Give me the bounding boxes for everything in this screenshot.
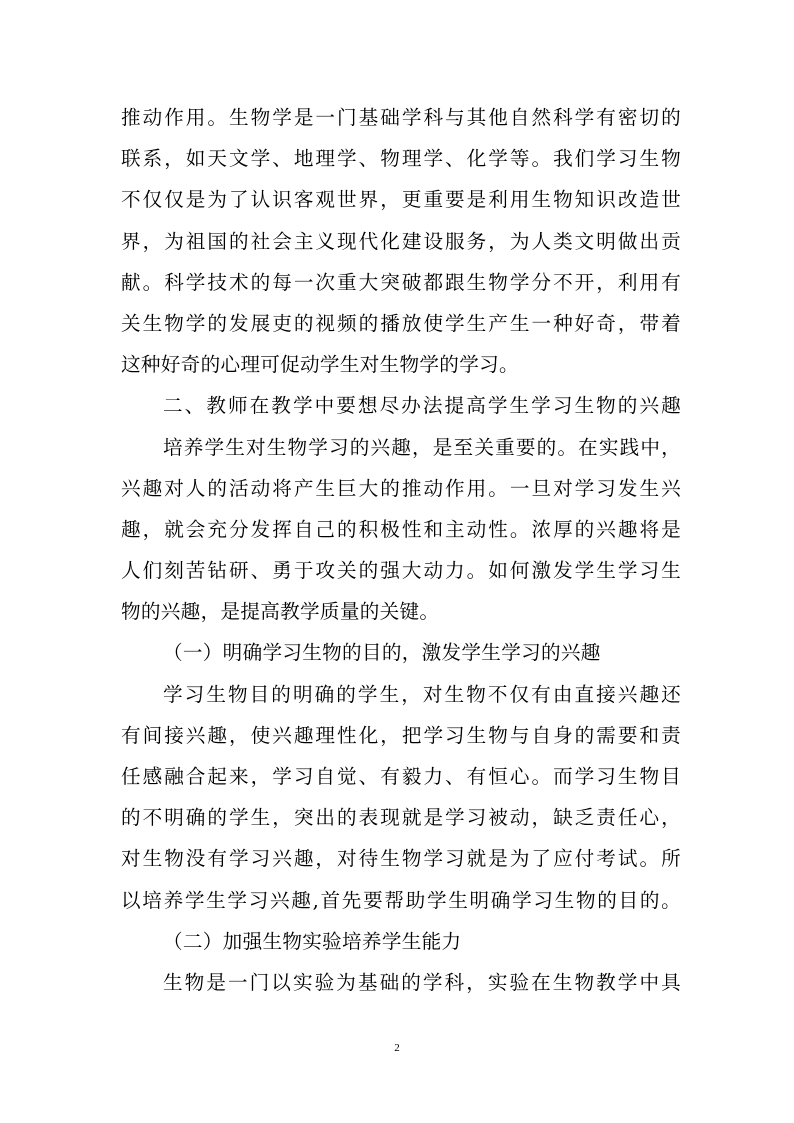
text-line: 人们刻苦钻研、勇于攻关的强大动力。如何激发学生学习生 — [121, 559, 681, 583]
text-line: 培养学生对生物学习的兴趣，是至关重要的。在实践中， — [163, 435, 681, 459]
text-line: 这种好奇的心理可促动学生对生物学的学习。 — [121, 353, 519, 377]
page-number: 2 — [394, 1042, 400, 1054]
text-line: 二、教师在教学中要想尽办法提高学生学习生物的兴趣 — [163, 394, 681, 418]
text-line: （一）明确学习生物的目的，激发学生学习的兴趣 — [163, 641, 601, 665]
text-line: 推动作用。生物学是一门基础学科与其他自然科学有密切的 — [121, 106, 681, 129]
text-line: 献。科学技术的每一次重大突破都跟生物学分不开，利用有 — [121, 270, 681, 294]
text-line: 生物是一门以实验为基础的学科，实验在生物教学中具 — [163, 970, 681, 994]
text-line: 界，为祖国的社会主义现代化建设服务，为人类文明做出贡 — [121, 229, 681, 253]
text-line: 趣，就会充分发挥自己的积极性和主动性。浓厚的兴趣将是 — [121, 517, 681, 541]
text-line: 以培养学生学习兴趣,首先要帮助学生明确学习生物的目的。 — [121, 888, 681, 912]
text-line: 任感融合起来，学习自觉、有毅力、有恒心。而学习生物目 — [121, 765, 681, 788]
text-line: （二）加强生物实验培养学生能力 — [163, 929, 462, 953]
text-line: 的不明确的学生，突出的表现就是学习被动，缺乏责任心， — [121, 806, 681, 830]
text-line: 学习生物目的明确的学生，对生物不仅有由直接兴趣还 — [163, 682, 681, 706]
text-line: 关生物学的发展吏的视频的播放使学生产生一种好奇，带着 — [121, 311, 681, 335]
text-line: 兴趣对人的活动将产生巨大的推动作用。一旦对学习发生兴 — [121, 476, 681, 500]
text-line: 对生物没有学习兴趣，对待生物学习就是为了应付考试。所 — [121, 847, 681, 871]
body-text — [121, 97, 681, 1003]
text-line: 物的兴趣，是提高教学质量的关键。 — [121, 600, 440, 624]
text-line: 联系，如天文学、地理学、物理学、化学等。我们学习生物 — [121, 147, 681, 171]
text-line: 不仅仅是为了认识客观世界，更重要是利用生物知识改造世 — [121, 188, 681, 212]
text-line: 有间接兴趣，使兴趣理性化，把学习生物与自身的需要和责 — [121, 723, 681, 747]
